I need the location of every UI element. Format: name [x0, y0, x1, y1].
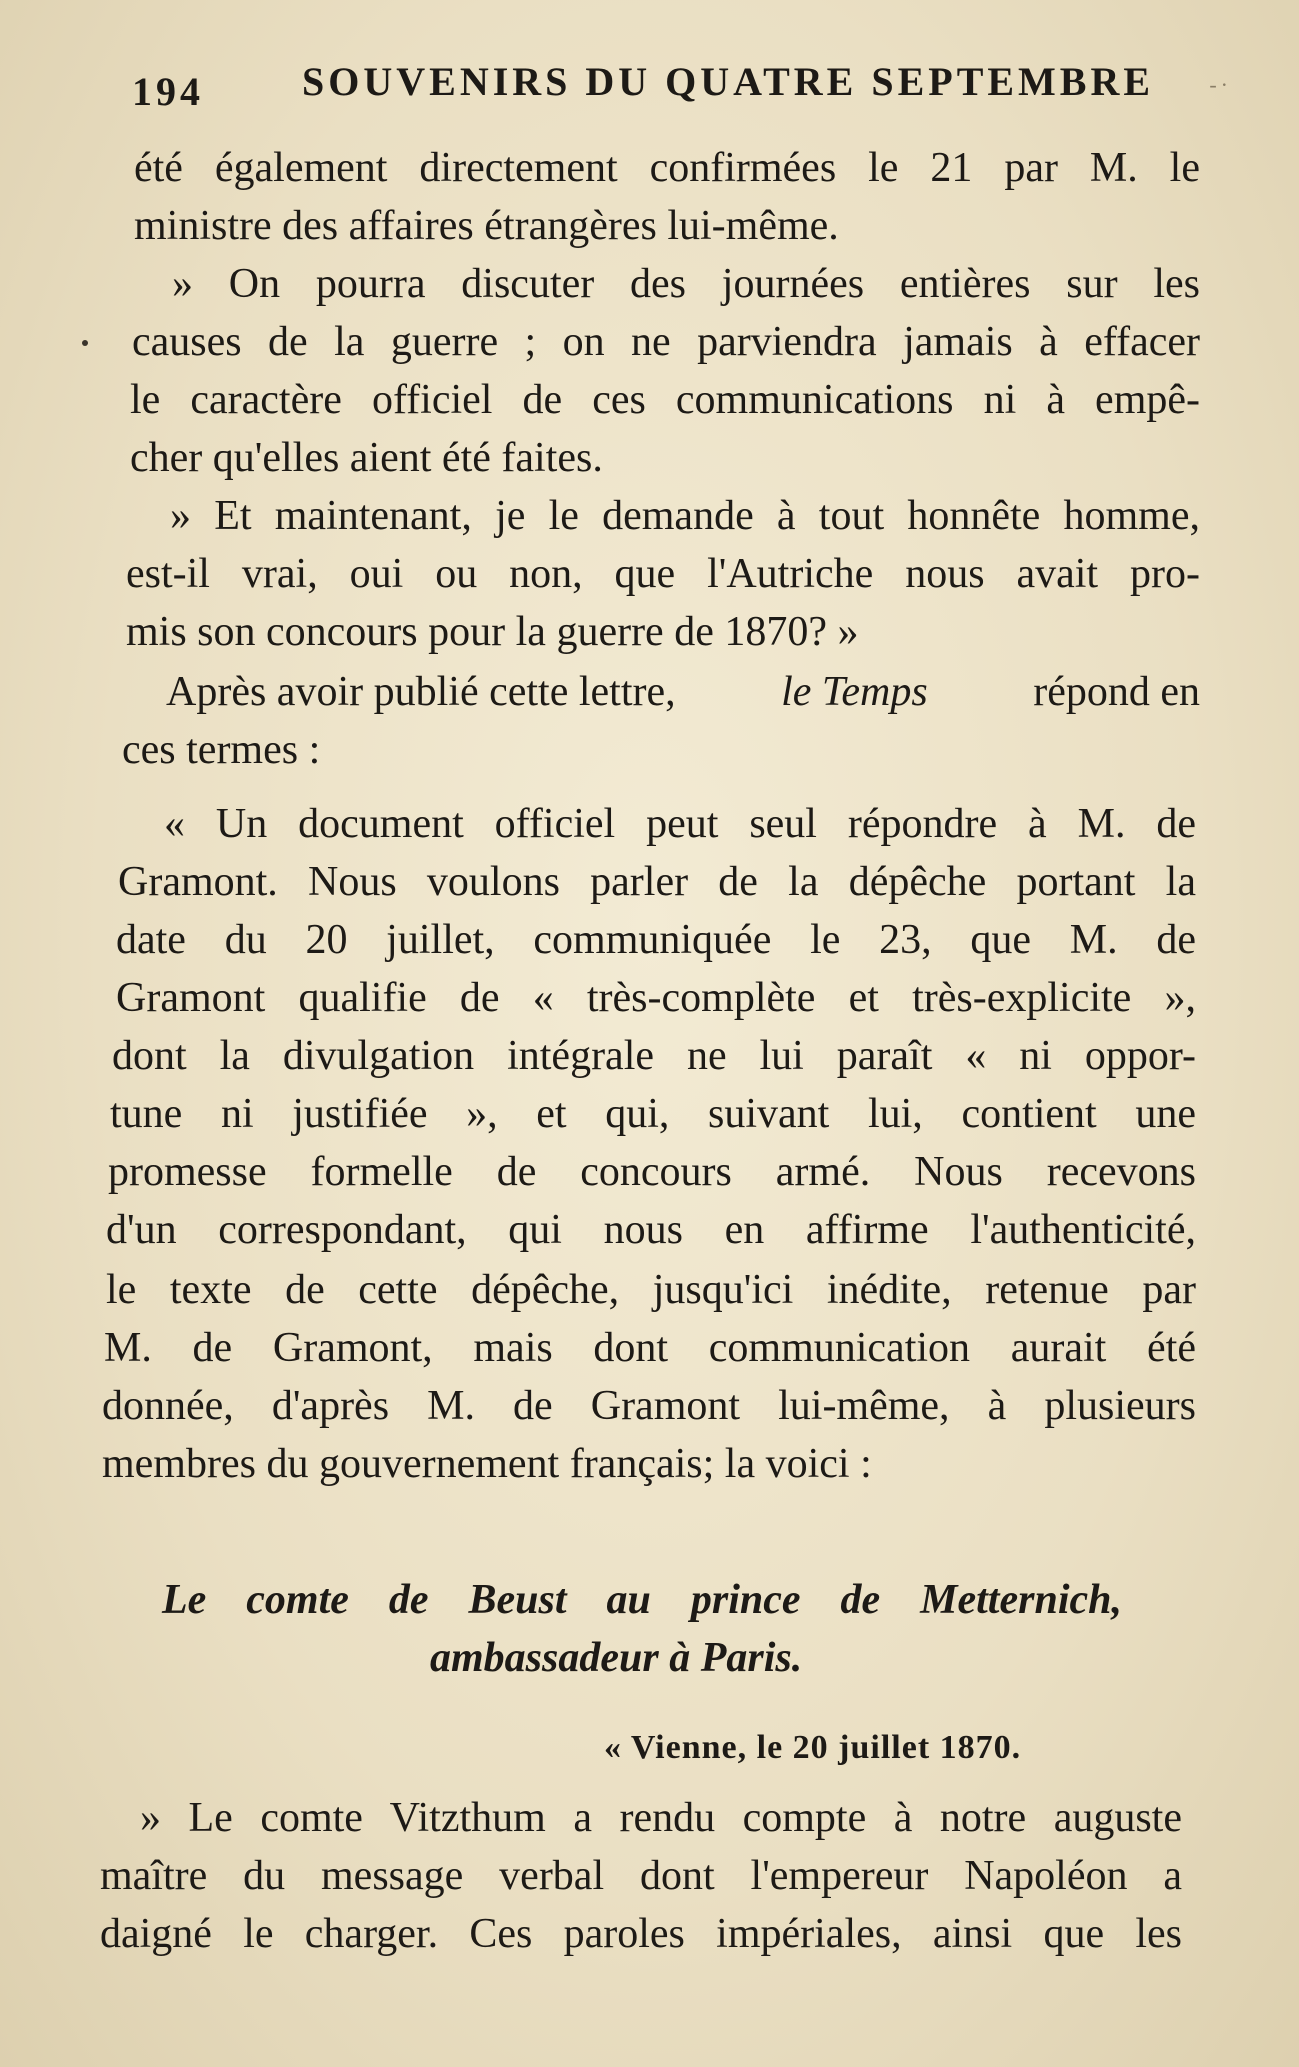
text-line: » On pourra discuter des journées entières sur les	[172, 261, 1200, 307]
letter-dateline: « Vienne, le 20 juillet 1870.	[604, 1729, 1022, 1766]
text-line: mis son concours pour la guerre de 1870? »	[126, 609, 859, 655]
text-line: le texte de cette dépêche, jusqu'ici inédite, retenue par	[106, 1267, 1196, 1313]
text-line: membres du gouvernement français; la voici :	[102, 1441, 872, 1487]
text-line: dont la divulgation intégrale ne lui paraît « ni oppor-	[112, 1033, 1196, 1079]
letter-heading-subtitle: ambassadeur à Paris.	[430, 1635, 803, 1681]
text-line: Gramont qualifie de « très-complète et très-explicite »,	[116, 975, 1196, 1021]
text-line: M. de Gramont, mais dont communication aurait été	[104, 1325, 1196, 1371]
letter-heading: Le comte de Beust au prince de Metternich,	[162, 1577, 1122, 1623]
running-title: SOUVENIRS DU QUATRE SEPTEMBRE	[302, 59, 1155, 104]
text-line: d'un correspondant, qui nous en affirme l'authenticité,	[106, 1207, 1196, 1253]
text-line: est-il vrai, oui ou non, que l'Autriche nous avait pro-	[126, 551, 1200, 597]
text-segment: répond en	[1033, 669, 1200, 715]
text-line: le caractère officiel de ces communications ni à empê-	[130, 377, 1200, 423]
text-line: » Et maintenant, je le demande à tout honnête homme,	[170, 493, 1200, 539]
text-line: promesse formelle de concours armé. Nous recevons	[108, 1149, 1196, 1195]
margin-dot-icon	[82, 340, 88, 346]
text-line: date du 20 juillet, communiquée le 23, que M. de	[116, 917, 1196, 963]
text-line: causes de la guerre ; on ne parviendra jamais à effacer	[132, 319, 1200, 365]
text-line: cher qu'elles aient été faites.	[130, 435, 603, 481]
text-line: ces termes :	[122, 727, 321, 773]
text-line: tune ni justifiée », et qui, suivant lui, contient une	[110, 1091, 1196, 1137]
text-line	[166, 664, 1200, 720]
text-line: ministre des affaires étrangères lui-même.	[134, 203, 839, 249]
newspaper-title: le Temps	[781, 669, 928, 715]
text-line: maître du message verbal dont l'empereur Napoléon a	[100, 1853, 1182, 1899]
running-head	[132, 58, 1232, 118]
text-line: été également directement confirmées le 21 par M. le	[134, 145, 1200, 191]
text-line: Gramont. Nous voulons parler de la dépêche portant la	[118, 859, 1196, 905]
page-number: 194	[132, 69, 204, 114]
text-segment: Après avoir publié cette lettre,	[166, 669, 676, 715]
text-line: » Le comte Vitzthum a rendu compte à notre auguste	[140, 1795, 1182, 1841]
text-line: donnée, d'après M. de Gramont lui-même, à plusieurs	[102, 1383, 1196, 1429]
text-line: « Un document officiel peut seul répondre à M. de	[164, 801, 1196, 847]
ornament-icon: -·	[1209, 72, 1232, 97]
text-line: daigné le charger. Ces paroles impériales, ainsi que les	[100, 1911, 1182, 1957]
